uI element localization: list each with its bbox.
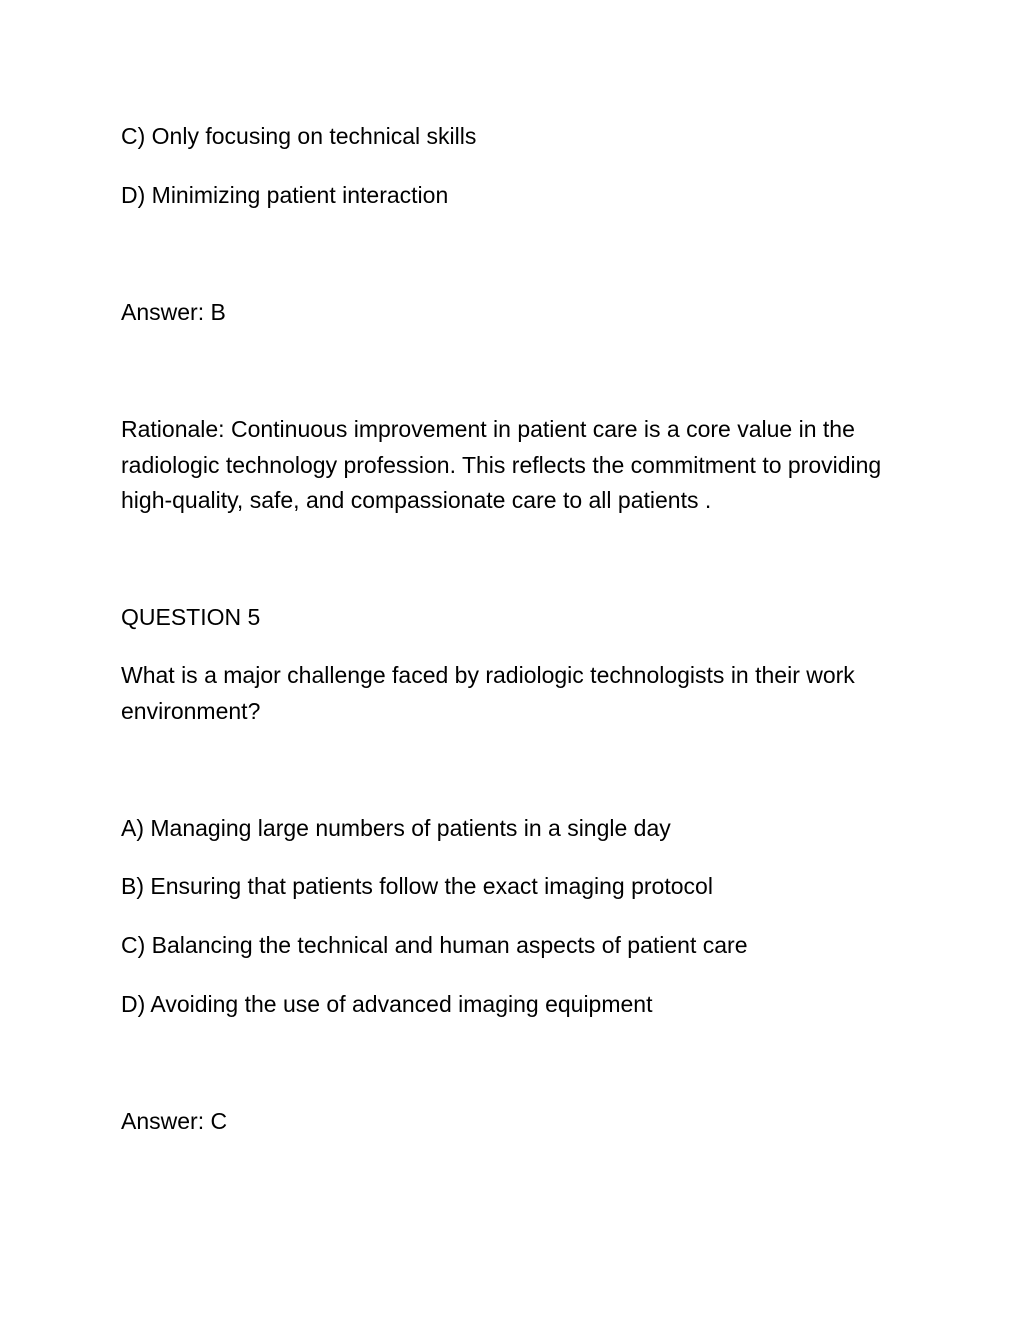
question-prompt: What is a major challenge faced by radiologic technologists in their work environment? — [121, 662, 855, 724]
option-b: B) Ensuring that patients follow the exact imaging protocol — [121, 873, 713, 899]
option-c: C) Balancing the technical and human aspects of patient care — [121, 932, 748, 958]
option-d: D) Avoiding the use of advanced imaging equipment — [121, 991, 653, 1017]
option-a: A) Managing large numbers of patients in a single day — [121, 815, 671, 841]
answer: Answer: C — [121, 1108, 228, 1134]
option-d-prev: D) Minimizing patient interaction — [121, 182, 449, 208]
answer-prev: Answer: B — [121, 299, 226, 325]
option-c-prev: C) Only focusing on technical skills — [121, 123, 477, 149]
question-heading: QUESTION 5 — [121, 604, 261, 630]
rationale-paragraph: Rationale: Continuous improvement in patient care is a core value in the radiologic technology profession. This reflects the commitment to providing high-quality, safe, and compassionate care to all patients . — [121, 416, 882, 513]
